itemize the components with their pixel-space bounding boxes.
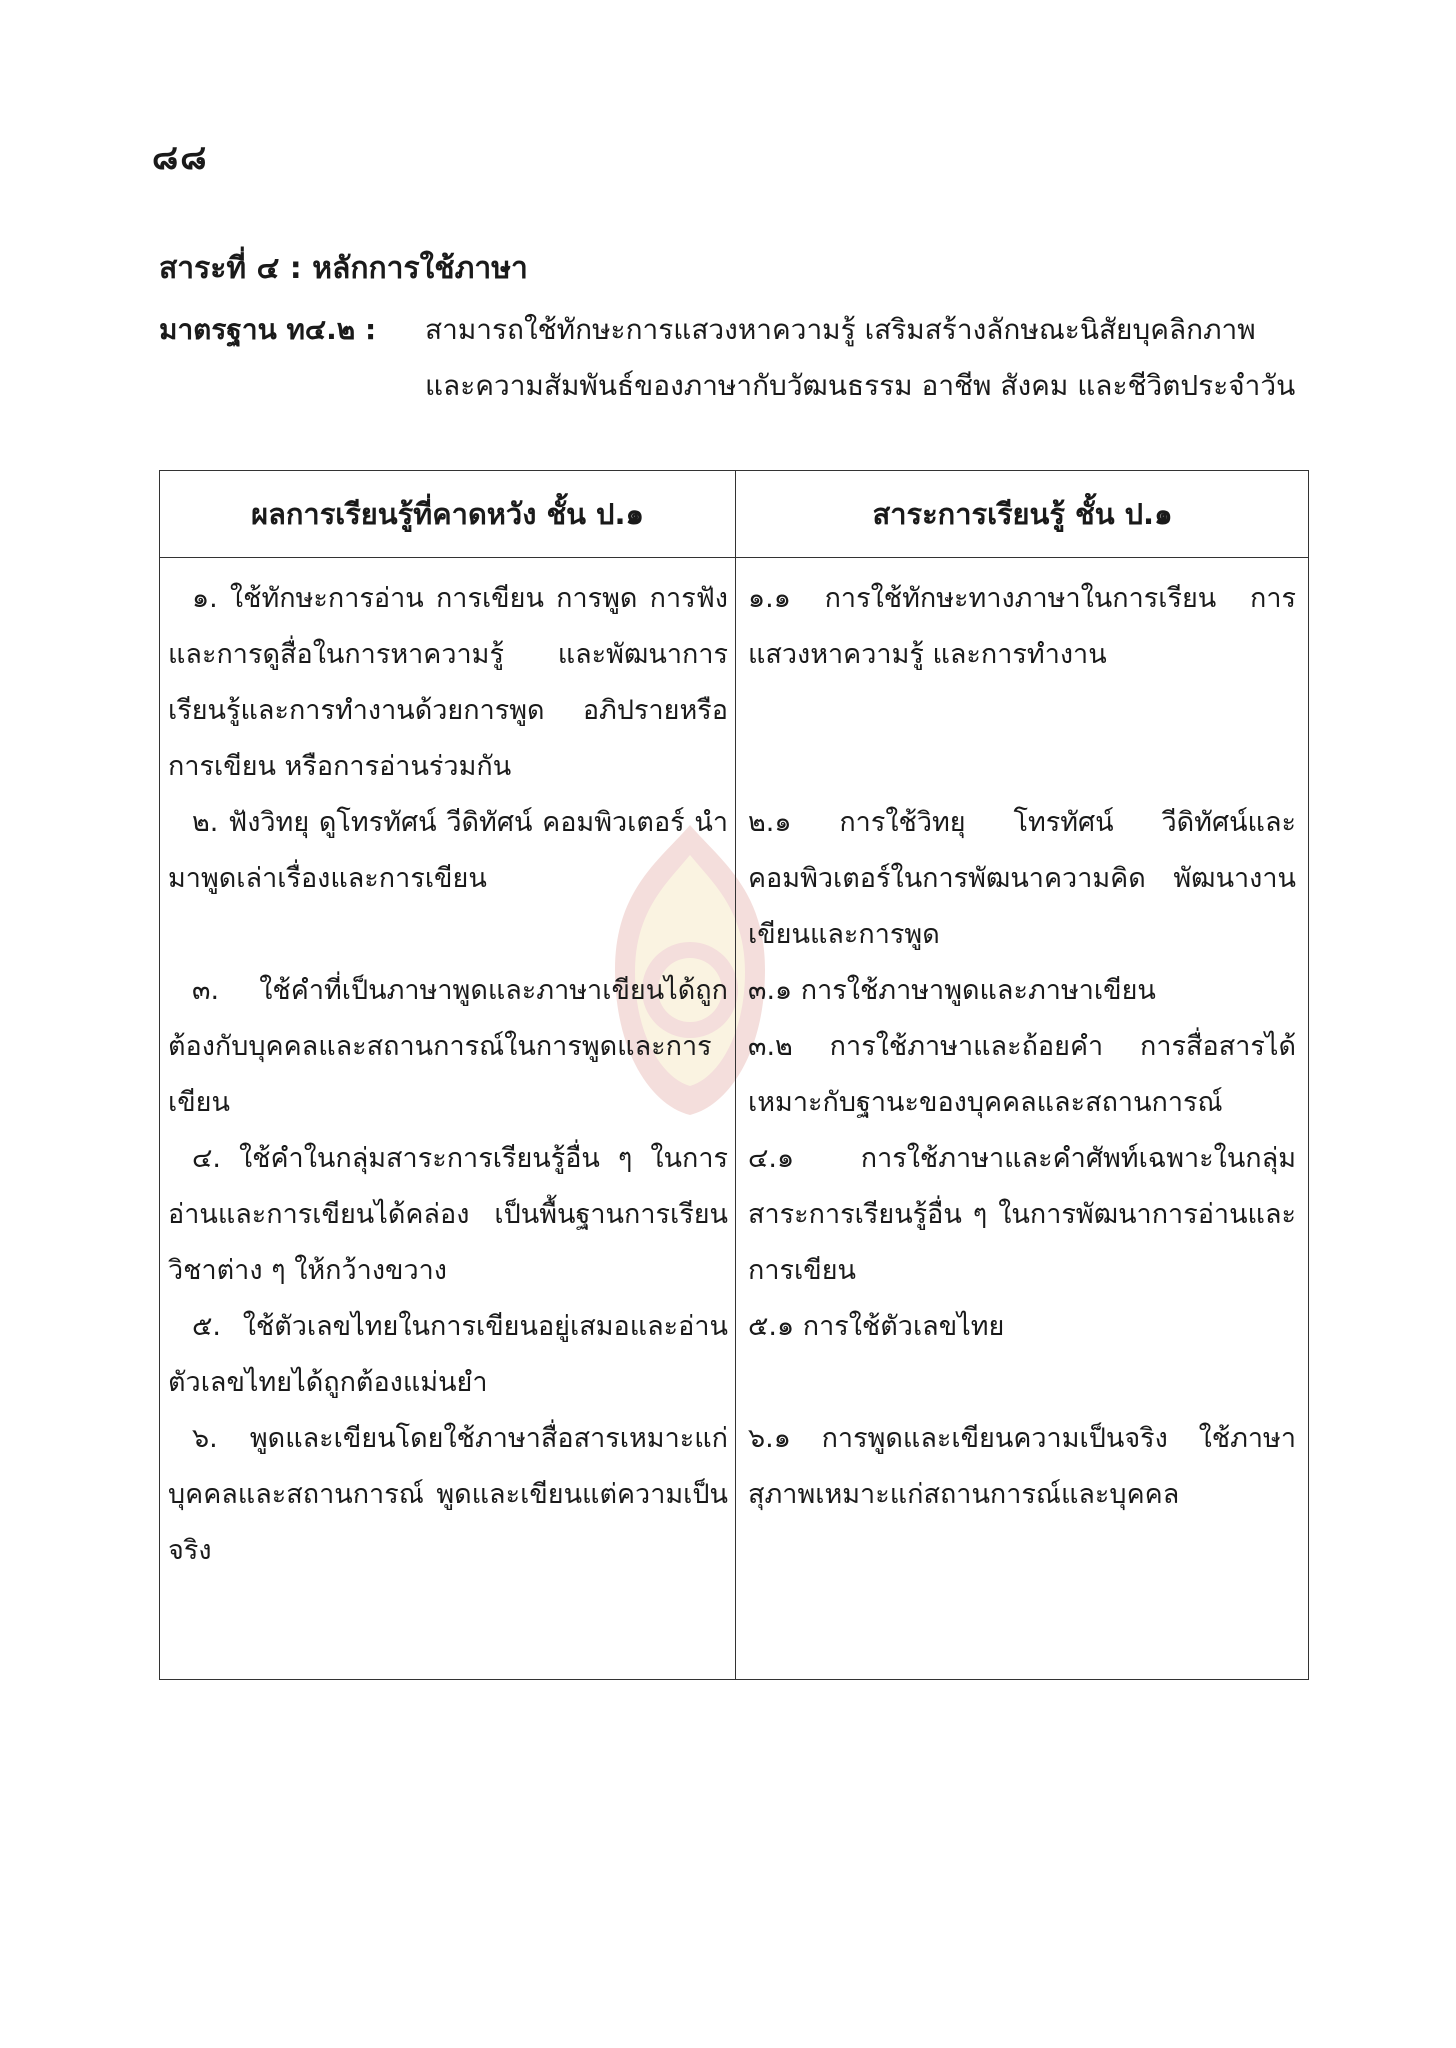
content-item-6-1: ๖.๑ การพูดและเขียนความเป็นจริง ใช้ภาษาสุภาพเหมาะแก่สถานการณ์และบุคคล [748, 1423, 1296, 1510]
outcome-item-5: ๕. ใช้ตัวเลขไทยในการเขียนอยู่เสมอและอ่านตัวเลขไทยได้ถูกต้องแม่นยำ [168, 1311, 728, 1398]
content-item-1-1: ๑.๑ การใช้ทักษะทางภาษาในการเรียน การแสวงหาความรู้ และการทำงาน [748, 583, 1296, 670]
content-item-2-1: ๒.๑ การใช้วิทยุ โทรทัศน์ วีดิทัศน์และคอมพิวเตอร์ในการพัฒนาความคิด พัฒนางานเขียนและการพูด [748, 807, 1296, 950]
standard-label: มาตรฐาน ท๔.๒ : [159, 313, 377, 346]
header-expected-outcomes: ผลการเรียนรู้ที่คาดหวัง ชั้น ป.๑ [251, 497, 644, 531]
curriculum-table [159, 470, 1309, 1680]
page-number: ๘๘ [152, 138, 209, 178]
content-item-5-1: ๕.๑ การใช้ตัวเลขไทย [748, 1311, 1005, 1342]
content-item-3-1: ๓.๑ การใช้ภาษาพูดและภาษาเขียน [748, 975, 1156, 1006]
strand-heading: สาระที่ ๔ : หลักการใช้ภาษา [159, 251, 528, 286]
content-item-3-2: ๓.๒ การใช้ภาษาและถ้อยคำ การสื่อสารได้เหมาะกับฐานะของบุคคลและสถานการณ์ [748, 1031, 1296, 1118]
outcome-item-6: ๖. พูดและเขียนโดยใช้ภาษาสื่อสารเหมาะแก่บุคคลและสถานการณ์ พูดและเขียนแต่ความเป็นจริง [168, 1423, 728, 1566]
standard-text-line1: สามารถใช้ทักษะการแสวงหาความรู้ เสริมสร้างลักษณะนิสัยบุคลิกภาพ [425, 313, 1256, 346]
outcome-item-1: ๑. ใช้ทักษะการอ่าน การเขียน การพูด การฟังและการดูสื่อในการหาความรู้ และพัฒนาการเรียนรู้และการทำงานด้วยการพูด อภิปรายหรือการเขียน หรือการอ่านร่วมกัน [168, 583, 728, 782]
learning-content-column [748, 571, 1296, 1523]
standard-text-line2: และความสัมพันธ์ของภาษากับวัฒนธรรม อาชีพ สังคม และชีวิตประจำวัน [425, 369, 1296, 402]
column-divider [735, 471, 736, 1679]
outcome-item-3: ๓. ใช้คำที่เป็นภาษาพูดและภาษาเขียนได้ถูกต้องกับบุคคลและสถานการณ์ในการพูดและการเขียน [168, 975, 728, 1118]
header-divider [160, 557, 1308, 558]
content-item-4-1: ๔.๑ การใช้ภาษาและคำศัพท์เฉพาะในกลุ่มสาระการเรียนรู้อื่น ๆ ในการพัฒนาการอ่านและการเขียน [748, 1143, 1296, 1286]
header-learning-content: สาระการเรียนรู้ ชั้น ป.๑ [872, 497, 1173, 531]
outcome-item-4: ๔. ใช้คำในกลุ่มสาระการเรียนรู้อื่น ๆ ในการอ่านและการเขียนได้คล่อง เป็นพื้นฐานการเรียนวิชาต่าง ๆ ให้กว้างขวาง [168, 1143, 728, 1286]
expected-outcomes-column [168, 571, 728, 1579]
outcome-item-2: ๒. ฟังวิทยุ ดูโทรทัศน์ วีดิทัศน์ คอมพิวเตอร์ นำมาพูดเล่าเรื่องและการเขียน [168, 807, 728, 894]
